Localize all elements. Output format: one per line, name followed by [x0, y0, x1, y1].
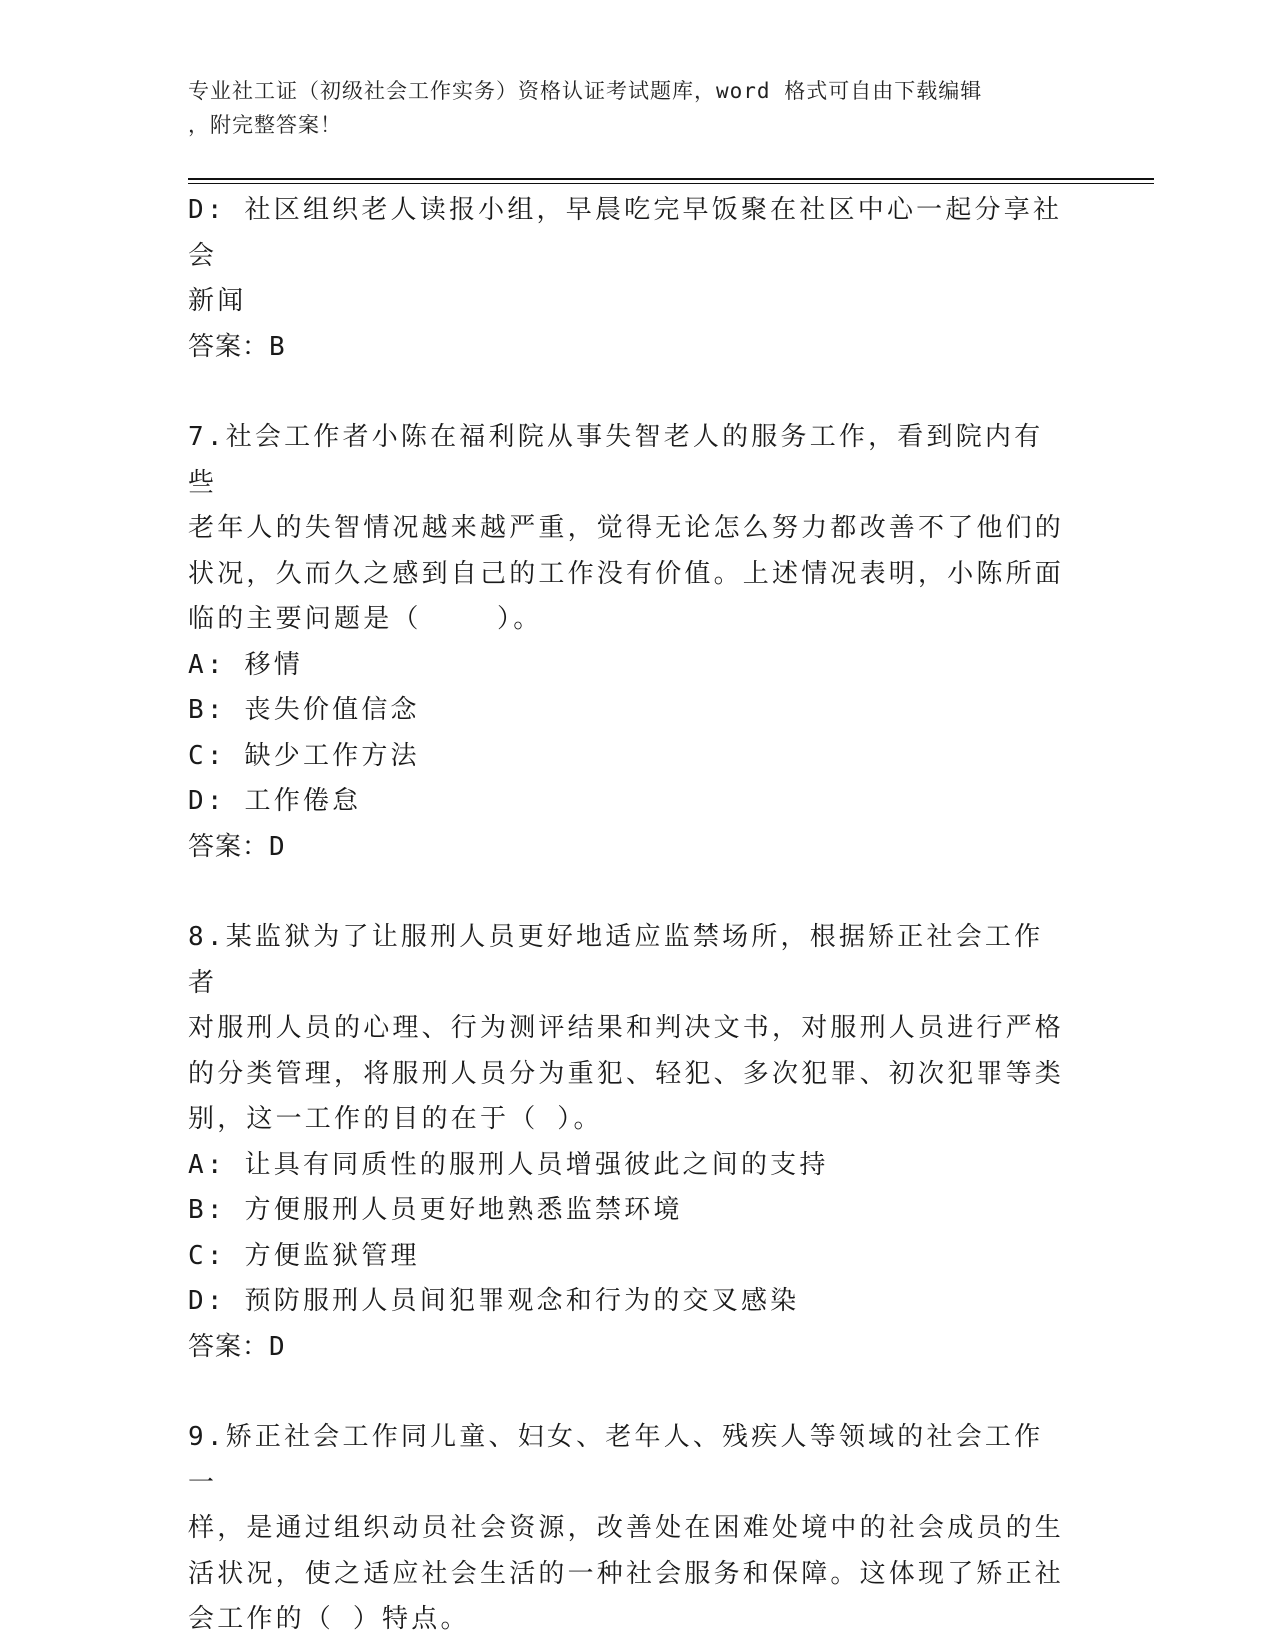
prev-option-d-line-2: 新闻 [188, 286, 247, 316]
q8-stem-line: 8.某监狱为了让服刑人员更好地适应监禁场所，根据矫正社会工作者 [188, 922, 1044, 998]
spacer [188, 370, 1068, 415]
header-line-1: 专业社工证（初级社会工作实务）资格认证考试题库，word 格式可自由下载编辑 [188, 79, 983, 103]
question-7 [188, 415, 1068, 870]
q8-answer: 答案：D [188, 1331, 286, 1362]
spacer [188, 870, 1068, 915]
prev-option-d-line-1: D: 社区组织老人读报小组，早晨吃完早饭聚在社区中心一起分享社会 [188, 195, 1063, 271]
q7-option-c: C: 缺少工作方法 [188, 740, 420, 771]
q7-option-d: D: 工作倦怠 [188, 786, 362, 816]
q7-stem-line: 7.社会工作者小陈在福利院从事失智老人的服务工作，看到院内有些 [188, 422, 1044, 498]
page-header [188, 74, 1068, 142]
q8-stem-line: 对服刑人员的心理、行为测评结果和判决文书，对服刑人员进行严格 [188, 1013, 1065, 1043]
header-divider-thin [188, 183, 1154, 184]
q8-option-a: A: 让具有同质性的服刑人员增强彼此之间的支持 [188, 1149, 829, 1180]
question-8 [188, 915, 1068, 1370]
document-body [188, 188, 1068, 1643]
q7-stem-line: 状况，久而久之感到自己的工作没有价值。上述情况表明，小陈所面 [188, 558, 1065, 589]
q7-option-a: A: 移情 [188, 649, 303, 680]
q8-option-d: D: 预防服刑人员间犯罪观念和行为的交叉感染 [188, 1286, 800, 1316]
q8-stem-line: 的分类管理，将服刑人员分为重犯、轻犯、多次犯罪、初次犯罪等类 [188, 1058, 1065, 1089]
spacer [188, 1370, 1068, 1415]
q7-answer: 答案：D [188, 831, 286, 862]
q7-stem-line: 临的主要问题是（ ）。 [188, 604, 543, 634]
prev-answer: 答案：B [188, 331, 286, 362]
q8-option-c: C: 方便监狱管理 [188, 1240, 420, 1271]
header-divider [188, 178, 1154, 180]
q9-stem-line: 会工作的（ ）特点。 [188, 1604, 470, 1634]
q7-option-b: B: 丧失价值信念 [188, 695, 420, 725]
question-9 [188, 1415, 1068, 1643]
q9-stem-line: 样，是通过组织动员社会资源，改善处在困难处境中的社会成员的生 [188, 1513, 1065, 1543]
header-line-2: ，附完整答案！ [188, 113, 342, 137]
q8-option-b: B: 方便服刑人员更好地熟悉监禁环境 [188, 1195, 683, 1225]
q8-stem-line: 别，这一工作的目的在于（ ）。 [188, 1104, 603, 1134]
q9-stem-line: 活状况，使之适应社会生活的一种社会服务和保障。这体现了矫正社 [188, 1558, 1065, 1589]
q7-stem-line: 老年人的失智情况越来越严重，觉得无论怎么努力都改善不了他们的 [188, 513, 1065, 543]
q9-stem-line: 9.矫正社会工作同儿童、妇女、老年人、残疾人等领域的社会工作一 [188, 1422, 1044, 1498]
